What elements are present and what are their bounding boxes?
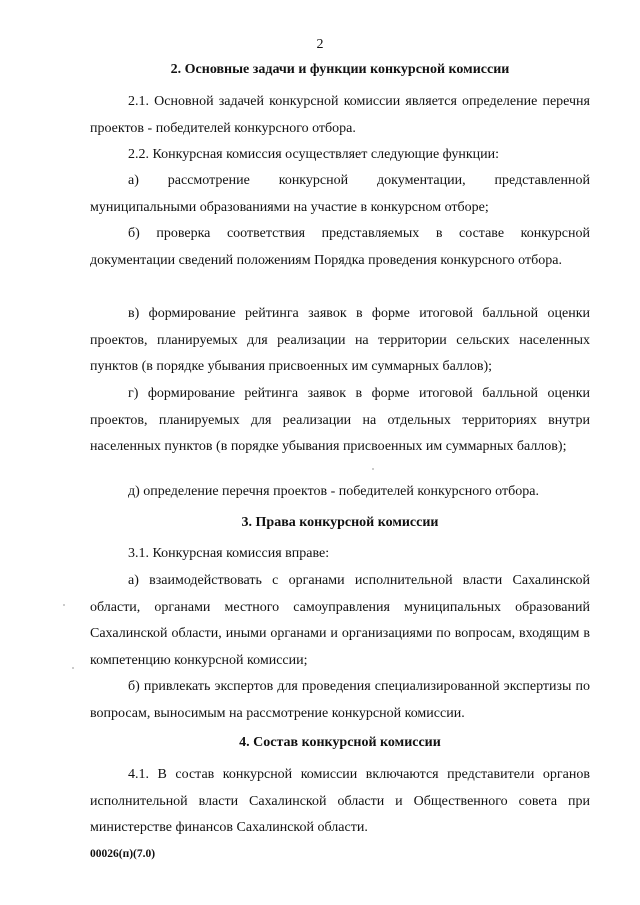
scan-speck bbox=[372, 468, 374, 470]
scan-speck bbox=[72, 667, 74, 669]
paragraph-2-2-g: г) формирование рейтинга заявок в форме итоговой балльной оценки проектов, планируемых для реализации на отдельных территориях внутри населенных пунктов (в порядке убывания присвоенных им суммарных баллов); bbox=[90, 386, 590, 454]
section-2-heading: 2. Основные задачи и функции конкурсной комиссии bbox=[170, 62, 510, 77]
page-number: 2 bbox=[316, 37, 324, 52]
section-4-heading: 4. Состав конкурсной комиссии bbox=[239, 735, 441, 750]
paragraph-2-2-b: б) проверка соответствия представляемых в составе конкурсной документации сведений положениям Порядка проведения конкурсного отбора. bbox=[90, 226, 590, 268]
paragraph-2-1: 2.1. Основной задачей конкурсной комиссии является определение перечня проектов - победителей конкурсного отбора. bbox=[90, 94, 590, 136]
document-code: 00026(п)(7.0) bbox=[90, 848, 156, 860]
paragraph-2-2: 2.2. Конкурсная комиссия осуществляет следующие функции: bbox=[128, 147, 500, 162]
paragraph-2-2-a: а) рассмотрение конкурсной документации, представленной муниципальными образованиями на участие в конкурсном отборе; bbox=[90, 173, 590, 215]
paragraph-3-1-a: а) взаимодействовать с органами исполнительной власти Сахалинской области, органами местного самоуправления муниципальных образований Сахалинской области, иными органами и организациями по вопросам, входящим в компетенцию конкурсной комиссии; bbox=[90, 573, 590, 668]
paragraph-3-1-b: б) привлекать экспертов для проведения специализированной экспертизы по вопросам, выносимым на рассмотрение конкурсной комиссии. bbox=[90, 679, 590, 721]
paragraph-3-1: 3.1. Конкурсная комиссия вправе: bbox=[128, 546, 330, 561]
paragraph-2-2-d: д) определение перечня проектов - победителей конкурсного отбора. bbox=[128, 484, 539, 499]
scan-speck bbox=[63, 604, 65, 606]
paragraph-4-1: 4.1. В состав конкурсной комиссии включаются представители органов исполнительной власти Сахалинской области и Общественного совета при министерстве финансов Сахалинской области. bbox=[90, 767, 590, 835]
paragraph-2-2-v: в) формирование рейтинга заявок в форме итоговой балльной оценки проектов, планируемых для реализации на территории сельских населенных пунктов (в порядке убывания присвоенных им суммарных баллов); bbox=[90, 306, 590, 374]
section-3-heading: 3. Права конкурсной комиссии bbox=[241, 515, 439, 530]
